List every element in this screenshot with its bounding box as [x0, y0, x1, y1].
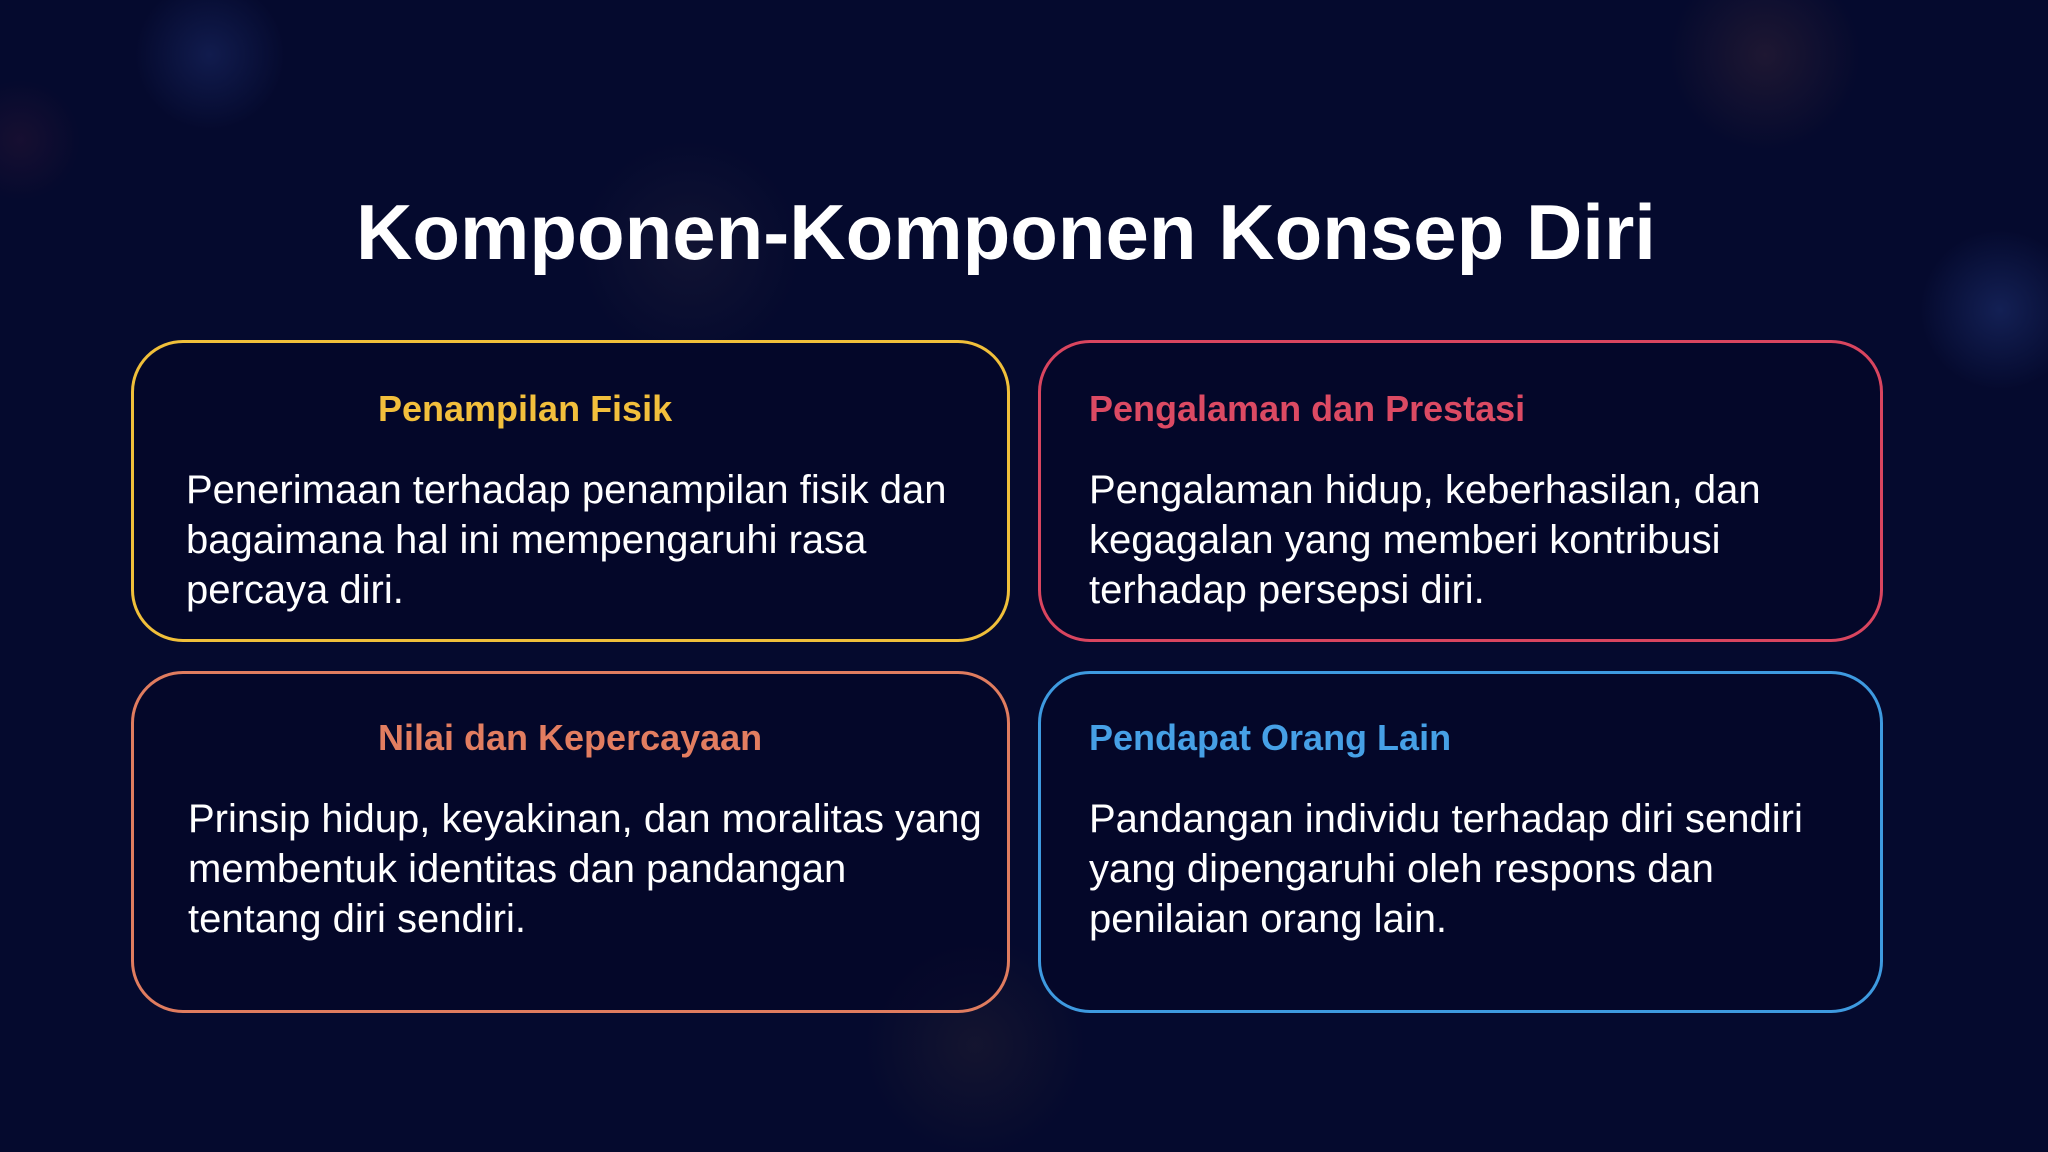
card-pengalaman-dan-prestasi	[1038, 340, 1883, 642]
card-heading: Nilai dan Kepercayaan	[378, 717, 763, 758]
card-description: Prinsip hidup, keyakinan, dan moralitas yang membentuk identitas dan pandangan tentang diri sendiri.	[188, 797, 982, 941]
card-heading: Pengalaman dan Prestasi	[1089, 388, 1526, 429]
card-pendapat-orang-lain	[1038, 671, 1883, 1013]
card-nilai-dan-kepercayaan	[131, 671, 1010, 1013]
card-description: Pandangan individu terhadap diri sendiri yang dipengaruhi oleh respons dan penilaian orang lain.	[1089, 797, 1803, 941]
card-description: Pengalaman hidup, keberhasilan, dan kegagalan yang memberi kontribusi terhadap persepsi diri.	[1089, 468, 1761, 612]
card-penampilan-fisik	[131, 340, 1010, 642]
card-heading: Penampilan Fisik	[378, 388, 673, 429]
slide-title: Komponen-Komponen Konsep Diri	[356, 188, 1656, 276]
card-description: Penerimaan terhadap penampilan fisik dan bagaimana hal ini mempengaruhi rasa percaya diri.	[186, 468, 947, 612]
card-heading: Pendapat Orang Lain	[1089, 717, 1452, 758]
